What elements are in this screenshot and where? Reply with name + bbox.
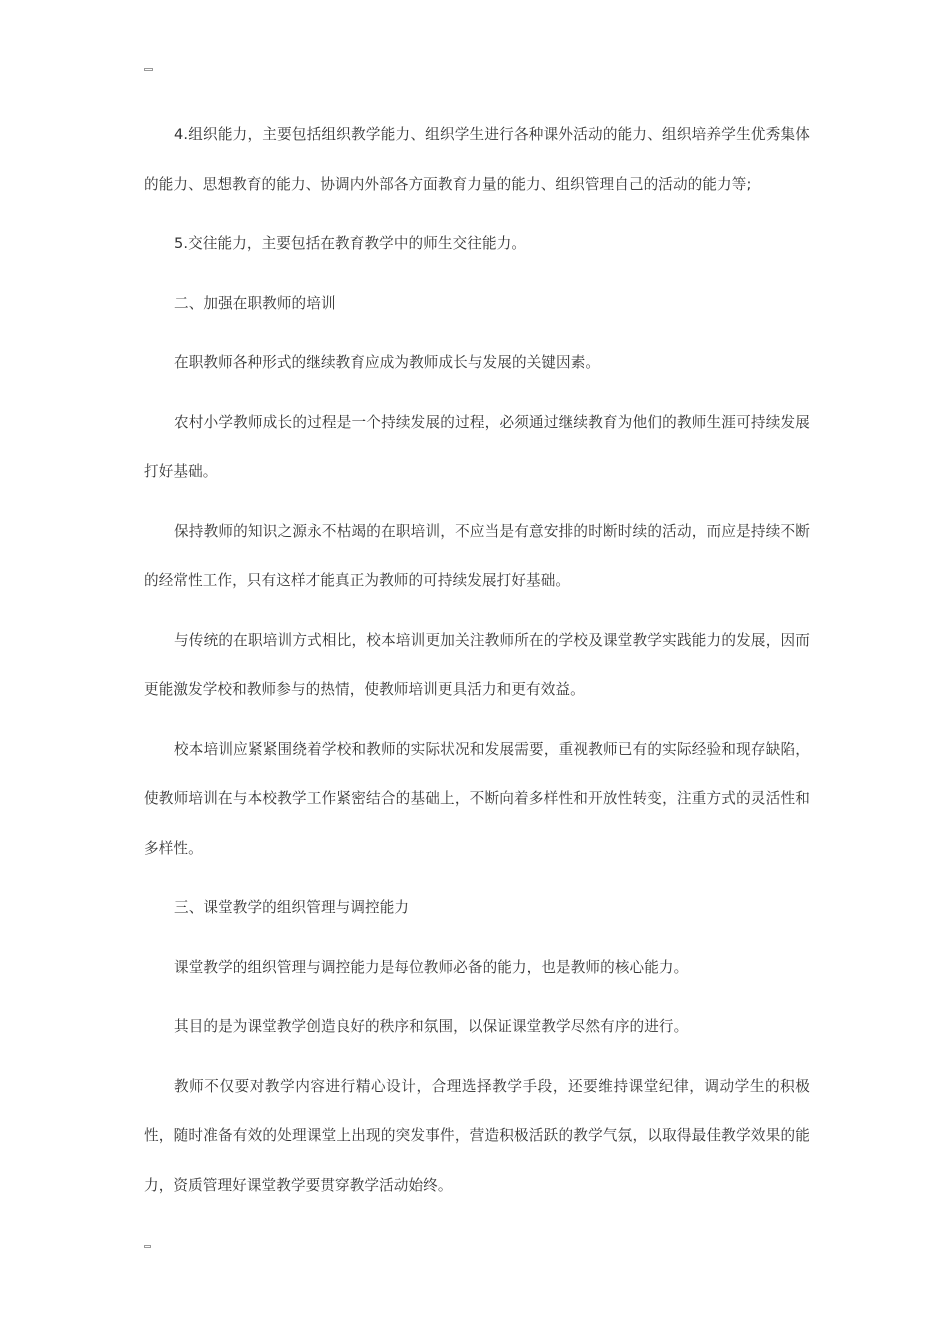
- paragraph: 其目的是为课堂教学创造良好的秩序和氛围，以保证课堂教学尽然有序的进行。: [174, 1018, 689, 1035]
- paragraph: 农村小学教师成长的过程是一个持续发展的过程，必须通过继续教育为他们的教师生涯可持续发展打好基础。: [144, 413, 810, 480]
- page-corner-mark-bottom: [144, 1245, 151, 1248]
- paragraph: 教师不仅要对教学内容进行精心设计，合理选择教学手段，还要维持课堂纪律，调动学生的积极性，随时准备有效的处理课堂上出现的突发事件，营造积极活跃的教学气氛，以取得最佳教学效果的能力，资质管理好课堂教学要贯穿教学活动始终。: [144, 1077, 810, 1194]
- paragraph: 保持教师的知识之源永不枯竭的在职培训，不应当是有意安排的时断时续的活动，而应是持续不断的经常性工作，只有这样才能真正为教师的可持续发展打好基础。: [144, 522, 810, 589]
- document-body: [144, 110, 810, 1220]
- paragraph-organizing-ability: 4.组织能力，主要包括组织教学能力、组织学生进行各种课外活动的能力、组织培养学生优秀集体的能力、思想教育的能力、协调内外部各方面教育力量的能力、组织管理自己的活动的能力等;: [144, 126, 810, 193]
- paragraph: 在职教师各种形式的继续教育应成为教师成长与发展的关键因素。: [174, 354, 601, 371]
- paragraph-communication-ability: 5.交往能力，主要包括在教育教学中的师生交往能力。: [174, 235, 527, 252]
- paragraph: 课堂教学的组织管理与调控能力是每位教师必备的能力，也是教师的核心能力。: [174, 958, 689, 976]
- paragraph: 与传统的在职培训方式相比，校本培训更加关注教师所在的学校及课堂教学实践能力的发展，因而更能激发学校和教师参与的热情，使教师培训更具活力和更有效益。: [144, 631, 810, 698]
- paragraph: 校本培训应紧紧围绕着学校和教师的实际状况和发展需要，重视教师已有的实际经验和现存缺陷，使教师培训在与本校教学工作紧密结合的基础上，不断向着多样性和开放性转变，注重方式的灵活性和多样性。: [144, 740, 810, 857]
- page-corner-mark-top: [144, 68, 153, 71]
- section-heading-classroom-management: 三、课堂教学的组织管理与调控能力: [174, 899, 410, 916]
- section-heading-in-service-training: 二、加强在职教师的培训: [174, 294, 336, 312]
